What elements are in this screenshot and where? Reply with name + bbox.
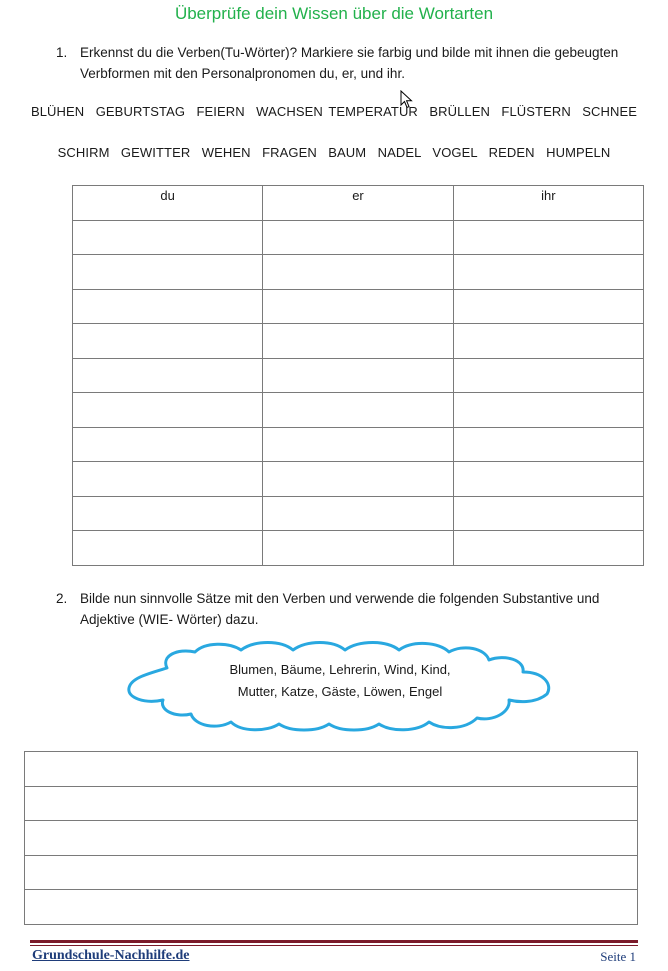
answer-cell[interactable] [453, 496, 643, 531]
answer-cell[interactable] [73, 496, 263, 531]
answer-cell[interactable] [453, 324, 643, 359]
word-row-2: SCHIRM GEWITTER WEHEN FRAGEN BAUM NADEL VOGEL REDEN HUMPELN [57, 145, 611, 160]
sentence-line[interactable] [25, 890, 638, 925]
task-1 [56, 42, 656, 86]
task-2 [56, 588, 656, 632]
verb-forms-table [72, 185, 644, 566]
answer-cell[interactable] [73, 358, 263, 393]
task-2-number: 2. [56, 591, 68, 606]
task-1-text: Erkennst du die Verben(Tu-Wörter)? Markiere sie farbig und bilde mit ihnen die gebeugten Verbformen mit den Personalpronomen du, er, und ihr. [80, 45, 619, 81]
answer-cell[interactable] [263, 220, 453, 255]
table-row [73, 220, 644, 255]
footer-page-number: Seite 1 [600, 949, 636, 964]
answer-cell[interactable] [73, 393, 263, 428]
table-row [73, 462, 644, 497]
sentence-line[interactable] [25, 786, 638, 821]
table-row [73, 324, 644, 359]
sentence-line[interactable] [25, 752, 638, 787]
answer-cell[interactable] [73, 324, 263, 359]
answer-cell[interactable] [73, 289, 263, 324]
answer-cell[interactable] [73, 255, 263, 290]
sentence-line[interactable] [25, 821, 638, 856]
answer-cell[interactable] [263, 462, 453, 497]
table-row [73, 496, 644, 531]
worksheet-title: Überprüfe dein Wissen über die Wortarten [174, 4, 494, 23]
answer-cell[interactable] [453, 531, 643, 566]
answer-cell[interactable] [263, 358, 453, 393]
sentence-line[interactable] [25, 855, 638, 890]
table-row [25, 821, 638, 856]
answer-cell[interactable] [453, 393, 643, 428]
table-row [73, 289, 644, 324]
answer-cell[interactable] [453, 427, 643, 462]
answer-cell[interactable] [453, 358, 643, 393]
column-header-er: er [263, 186, 453, 221]
answer-cell[interactable] [453, 289, 643, 324]
footer-rule-thick [30, 940, 638, 943]
cloud-line-2: Mutter, Katze, Gäste, Löwen, Engel [237, 684, 443, 699]
answer-cell[interactable] [263, 324, 453, 359]
task-2-text: Bilde nun sinnvolle Sätze mit den Verben und verwende die folgenden Substantive und Adjektive (WIE- Wörter) dazu. [80, 591, 600, 627]
table-row [25, 855, 638, 890]
answer-cell[interactable] [73, 427, 263, 462]
answer-cell[interactable] [263, 393, 453, 428]
answer-cell[interactable] [73, 462, 263, 497]
answer-cell[interactable] [73, 531, 263, 566]
footer-rule-thin [30, 945, 638, 946]
table-row [25, 752, 638, 787]
answer-cell[interactable] [263, 531, 453, 566]
table-row [73, 358, 644, 393]
sentence-lines [24, 751, 638, 925]
word-cloud [125, 638, 555, 733]
column-header-du: du [73, 186, 263, 221]
task-1-number: 1. [56, 45, 68, 60]
cloud-line-1: Blumen, Bäume, Lehrerin, Wind, Kind, [229, 662, 451, 677]
answer-cell[interactable] [73, 220, 263, 255]
answer-cell[interactable] [453, 220, 643, 255]
answer-cell[interactable] [263, 289, 453, 324]
table-row [73, 531, 644, 566]
answer-cell[interactable] [263, 496, 453, 531]
answer-cell[interactable] [453, 255, 643, 290]
table-row [25, 786, 638, 821]
answer-cell[interactable] [453, 462, 643, 497]
table-header-row [73, 186, 644, 221]
table-row [73, 255, 644, 290]
answer-cell[interactable] [263, 255, 453, 290]
table-row [73, 393, 644, 428]
word-row-1: BLÜHEN GEBURTSTAG FEIERN WACHSEN TEMPERATUR BRÜLLEN FLÜSTERN SCHNEE [30, 104, 638, 119]
cloud-words [125, 659, 555, 703]
footer-site-link[interactable]: Grundschule-Nachhilfe.de [32, 948, 190, 963]
answer-cell[interactable] [263, 427, 453, 462]
table-row [25, 890, 638, 925]
table-row [73, 427, 644, 462]
column-header-ihr: ihr [453, 186, 643, 221]
